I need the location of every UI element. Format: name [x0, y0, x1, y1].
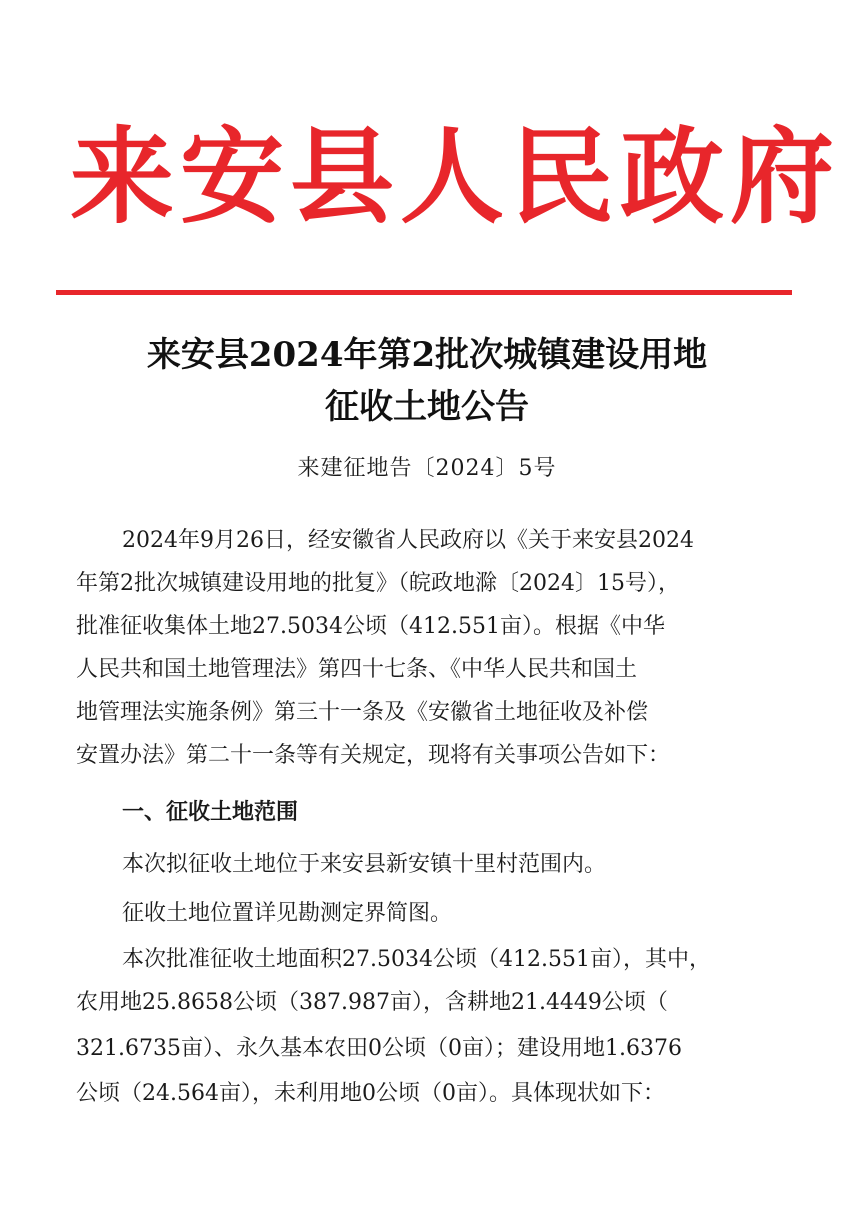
section-1-p3-line-1: 本次批准征收土地面积27.5034公顷（412.551亩），其中，	[122, 947, 711, 972]
section-1-p3-line-4: 公顷（24.564亩），未利用地0公顷（0亩）。具体现状如下：	[76, 1081, 665, 1106]
section-1-p3-line-3: 321.6735亩）、永久基本农田0公顷（0亩）；建设用地1.6376	[76, 1036, 682, 1061]
issuer-masthead: 来安县人民政府	[70, 115, 841, 238]
intro-line-2: 年第2批次城镇建设用地的批复》（皖政地滁〔2024〕15号），	[76, 571, 680, 596]
intro-line-4: 人民共和国土地管理法》第四十七条、《中华人民共和国土	[76, 657, 638, 682]
section-1-heading: 一、征收土地范围	[122, 800, 299, 825]
document-number: 来建征地告〔2024〕5号	[297, 456, 557, 481]
intro-line-1: 2024年9月26日，经安徽省人民政府以《关于来安县2024	[122, 528, 694, 553]
title-line-1: 来安县2024年第2批次城镇建设用地	[146, 335, 708, 375]
intro-line-6: 安置办法》第二十一条等有关规定，现将有关事项公告如下：	[76, 743, 671, 768]
title-line-2: 征收土地公告	[325, 387, 529, 427]
section-1-paragraph-1: 本次拟征收土地位于来安县新安镇十里村范围内。	[122, 852, 607, 877]
intro-line-5: 地管理法实施条例》第三十一条及《安徽省土地征收及补偿	[76, 700, 649, 725]
intro-line-3: 批准征收集体土地27.5034公顷（412.551亩）。根据《中华	[76, 614, 665, 639]
red-divider-line	[56, 290, 792, 295]
section-1-p3-line-2: 农用地25.8658公顷（387.987亩），含耕地21.4449公顷（	[76, 990, 668, 1015]
section-1-paragraph-2: 征收土地位置详见勘测定界简图。	[122, 901, 453, 926]
